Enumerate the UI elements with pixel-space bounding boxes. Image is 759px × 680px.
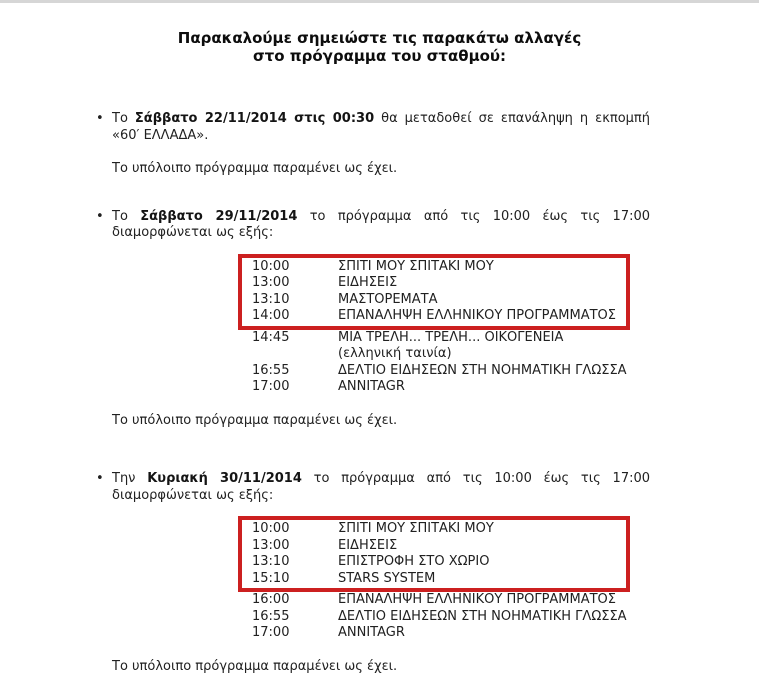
list-item-change-30-11 [112,471,650,675]
page-title-line-1: Παρακαλούμε σημειώστε τις παρακάτω αλλαγές [177,29,582,47]
schedule-time: 13:10 [252,554,290,569]
schedule-row [252,379,650,396]
schedule-row [252,275,626,292]
schedule-program: (ελληνική ταινία) [338,346,452,361]
schedule-row [252,363,650,380]
schedule-time: 13:00 [252,275,290,290]
schedule-time: 15:10 [252,570,290,586]
schedule-time: 13:10 [252,291,290,307]
schedule-time: 13:00 [252,537,290,553]
schedule-row [252,330,650,347]
schedule-time: 17:00 [252,625,290,640]
schedule-program: ΜΑΣΤΟΡΕΜΑΤΑ [338,291,438,307]
page-title-line-2: στο πρόγραμμα του σταθμού: [252,47,507,65]
schedule-row [252,538,626,555]
remaining-program-note: Το υπόλοιπο πρόγραμμα παραμένει ως έχει. [112,658,398,674]
schedule-time: 10:00 [252,258,290,274]
intro-text: θα μεταδοθεί σε επανάληψη η εκπομπή «60′ ΕΛΛΑΔΑ». [112,111,650,143]
intro-text: Την [112,471,148,486]
schedule-row [252,592,650,609]
schedule-time: 16:55 [252,608,290,624]
schedule-program: ΕΠΑΝΑΛΗΨΗ ΕΛΛΗΝΙΚΟΥ ΠΡΟΓΡΑΜΜΑΤΟΣ [338,308,617,323]
schedule-row [252,308,626,325]
remaining-program-note: Το υπόλοιπο πρόγραμμα παραμένει ως έχει. [112,161,398,176]
schedule-sunday-30-11 [252,516,650,642]
schedule-program: ΕΠΑΝΑΛΗΨΗ ΕΛΛΗΝΙΚΟΥ ΠΡΟΓΡΑΜΜΑΤΟΣ [338,592,617,607]
list-item-change-29-11 [112,209,650,430]
highlight-box-saturday [238,254,630,330]
schedule-program: ΔΕΛΤΙΟ ΕΙΔΗΣΕΩΝ ΣΤΗ ΝΟΗΜΑΤΙΚΗ ΓΛΩΣΣΑ [338,362,627,378]
schedule-program: ΜΙΑ ΤΡΕΛΗ... ΤΡΕΛΗ... ΟΙΚΟΓΕΝΕΙΑ [338,329,564,345]
schedule-row [252,259,626,276]
schedule-row [252,609,650,626]
schedule-program: ΣΠΙΤΙ ΜΟΥ ΣΠΙΤΑΚΙ ΜΟΥ [338,521,494,536]
schedule-time [252,346,338,363]
schedule-row [252,346,650,363]
schedule-program: ANNITAGR [338,625,405,640]
schedule-program: ΕΙΔΗΣΕΙΣ [338,275,398,290]
remaining-program-note: Το υπόλοιπο πρόγραμμα παραμένει ως έχει. [112,412,398,428]
schedule-row [252,292,626,309]
schedule-row [252,571,626,588]
schedule-row [252,521,626,538]
schedule-saturday-29-11 [252,254,650,396]
schedule-program: ANNITAGR [338,379,405,394]
schedule-time: 16:55 [252,362,290,378]
change-list [0,111,759,675]
intro-date-bold: Κυριακή 30/11/2014 [147,471,302,486]
list-item-change-22-11 [112,111,650,178]
bullet-2-intro [112,209,650,242]
intro-date-bold: Σάββατο 29/11/2014 [140,208,298,224]
bullet-1-intro [112,111,650,144]
highlight-box-sunday [238,516,630,592]
schedule-time: 10:00 [252,521,290,536]
schedule-row [252,625,650,642]
schedule-program: ΕΙΔΗΣΕΙΣ [338,537,398,553]
schedule-program: ΣΠΙΤΙ ΜΟΥ ΣΠΙΤΑΚΙ ΜΟΥ [338,258,494,274]
page-title [0,29,759,65]
intro-text: Το [112,111,135,126]
schedule-time: 14:00 [252,308,290,323]
schedule-row [252,554,626,571]
schedule-program: STARS SYSTEM [338,570,436,586]
schedule-program: ΕΠΙΣΤΡΟΦΗ ΣΤΟ ΧΩΡΙΟ [338,554,490,569]
bullet-3-intro [112,471,650,504]
schedule-time: 14:45 [252,329,290,345]
schedule-time: 17:00 [252,379,290,394]
schedule-time: 16:00 [252,592,290,607]
intro-text: Το [112,208,141,224]
intro-text: το πρόγραμμα από τις 10:00 έως τις 17:00 διαμορφώνεται ως εξής: [112,471,651,503]
intro-date-bold: Σάββατο 22/11/2014 στις 00:30 [134,111,375,126]
schedule-program: ΔΕΛΤΙΟ ΕΙΔΗΣΕΩΝ ΣΤΗ ΝΟΗΜΑΤΙΚΗ ΓΛΩΣΣΑ [338,608,627,624]
intro-text: το πρόγραμμα από τις 10:00 έως τις 17:00 διαμορφώνεται ως εξής: [112,208,651,240]
